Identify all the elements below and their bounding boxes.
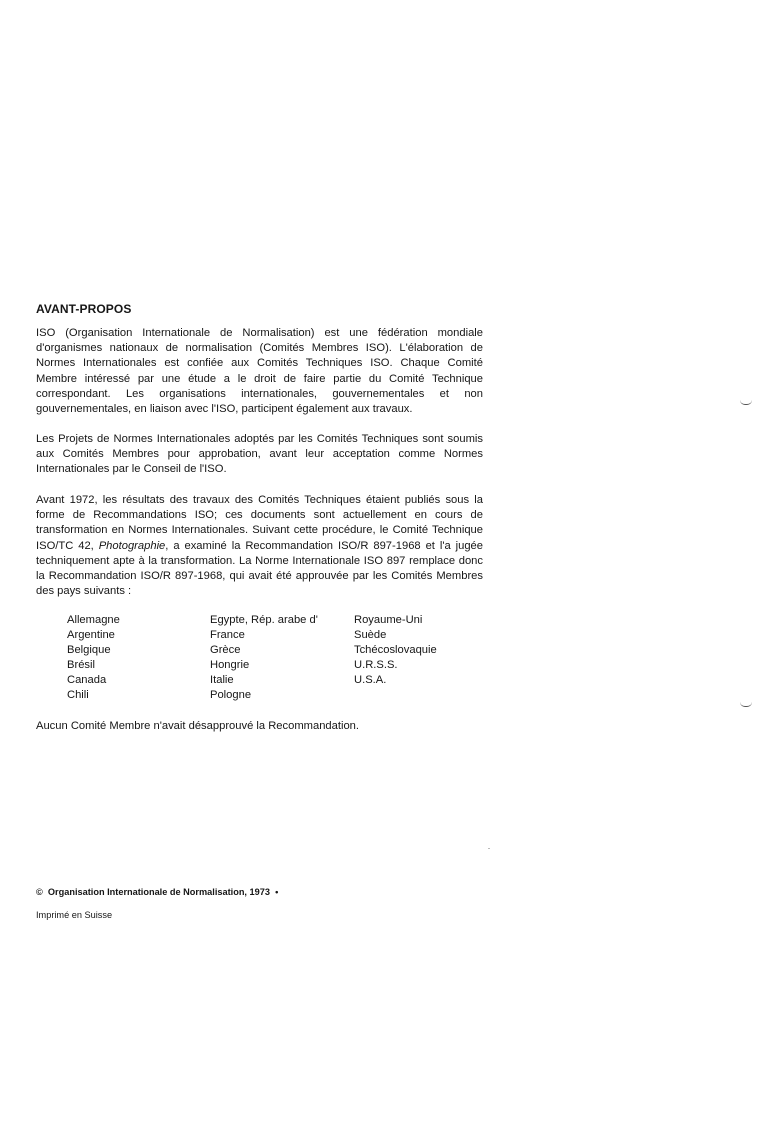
country: Belgique xyxy=(67,644,111,656)
country: Italie xyxy=(210,674,234,686)
country-row xyxy=(67,658,437,673)
scan-speck xyxy=(488,848,490,849)
country: Pologne xyxy=(210,689,252,701)
copyright-text: Organisation Internationale de Normalisation, 1973 xyxy=(47,887,270,897)
paragraph-iso-intro: ISO (Organisation Internationale de Normalisation) est une fédération mondiale d'organismes nationaux de normalisation (Comités Membres ISO). L'élaboration de Normes Internationales est confiée aux Comités Techniques ISO. Chaque Comité Membre intéressé par une étude a le droit de faire partie du Comité Technique correspondant. Les organisations internationales, gouvernementales et non gouvernementales, en liaison avec l'ISO, participent également aux travaux. xyxy=(36,327,483,416)
country-row xyxy=(67,643,437,658)
country: Tchécoslovaquie xyxy=(354,644,437,656)
bullet-icon: • xyxy=(275,887,279,897)
paragraph-history xyxy=(36,493,483,599)
paragraph-history-part2: , a examiné la Recommandation ISO/R 897-1968 et l'a jugée techniquement apte à la transformation. La Norme Internationale ISO 897 remplace donc la Recommandation ISO/R 897-1968, qui avait été approuvée par les Comités Membres des pays suivants : xyxy=(36,539,483,598)
country-row xyxy=(67,628,437,643)
country: U.R.S.S. xyxy=(354,659,398,671)
committee-title: Photographie xyxy=(98,539,166,552)
paragraph-no-objection: Aucun Comité Membre n'avait désapprouvé la Recommandation. xyxy=(36,720,360,732)
paragraph-draft-standards: Les Projets de Normes Internationales adoptés par les Comités Techniques sont soumis aux Comités Membres pour approbation, avant leur acceptation comme Normes Internationales par le Conseil de l'ISO. xyxy=(36,433,483,476)
scan-mark-icon xyxy=(740,400,752,405)
country: U.S.A. xyxy=(354,674,387,686)
country-empty xyxy=(354,688,437,703)
section-heading: AVANT-PROPOS xyxy=(36,302,132,316)
country: Chili xyxy=(67,689,89,701)
country: Allemagne xyxy=(67,614,120,626)
country: Hongrie xyxy=(210,659,250,671)
country: Grèce xyxy=(210,644,241,656)
country: Egypte, Rép. arabe d' xyxy=(210,614,318,626)
printed-in: Imprimé en Suisse xyxy=(36,910,113,920)
country-list xyxy=(67,613,437,703)
paragraph-history-part1: Avant 1972, les résultats des travaux des Comités Techniques étaient publiés sous la forme de Recommandations ISO; ces documents sont actuellement en cours de transformation en Normes Internationales. Suivant cette procédure, le Comité Technique ISO/TC 42, xyxy=(36,494,483,552)
country-row xyxy=(67,613,437,628)
country-row xyxy=(67,673,437,688)
copyright-icon: © xyxy=(36,887,43,897)
country: Suède xyxy=(354,629,387,641)
copyright-line xyxy=(36,887,278,897)
country: Argentine xyxy=(67,629,115,641)
country: Canada xyxy=(67,674,107,686)
scan-mark-icon xyxy=(740,702,752,707)
country: Royaume-Uni xyxy=(354,614,423,626)
country: Brésil xyxy=(67,659,95,671)
country: France xyxy=(210,629,245,641)
country-row xyxy=(67,688,437,703)
